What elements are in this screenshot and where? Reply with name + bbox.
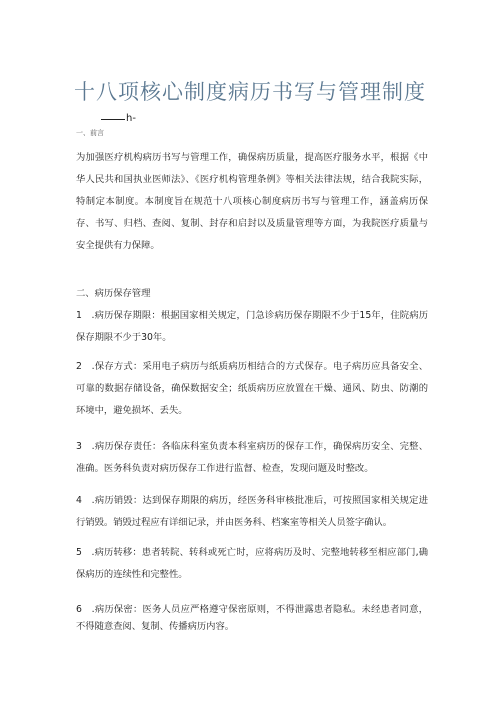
item-retention-period: 1 .病历保存期限：根据国家相关规定，门急诊病历保存期限不少于15年，住院病历保存期限不少于30年。	[76, 310, 428, 343]
preface-label: 一、前言	[76, 129, 104, 137]
item-storage-method: 2 .保存方式：采用电子病历与纸质病历相结合的方式保存。电子病历应具备安全、可靠的数据存储设备，确保数据安全；纸质病历应放置在干燥、通风、防虫、防潮的环境中，避免损坏、丢失。	[76, 361, 428, 416]
item-record-destruction: 4 .病历销毁：达到保存期限的病历，经医务科审核批准后，可按照国家相关规定进行销毁。销毁过程应有详细记录，并由医务科、档案室等相关人员签字确认。	[76, 495, 428, 528]
section-heading-record-storage: 二、病历保存管理	[76, 288, 151, 299]
document-title: 十八项核心制度病历书写与管理制度	[74, 80, 426, 104]
item-storage-responsibility: 3 .病历保存责任：各临床科室负责本科室病历的保存工作，确保病历安全、完整、准确。医务科负责对病历保存工作进行监督、检查，发现问题及时整改。	[76, 441, 428, 474]
item-record-transfer: 5 .病历转移：患者转院、转科或死亡时，应将病历及时、完整地转移至相应部门,确保病历的连续性和完整性。	[76, 547, 428, 580]
underline-rule	[101, 119, 125, 120]
item-record-confidentiality: 6 .病历保密：医务人员应严格遵守保密原则，不得泄露患者隐私。未经患者同意，不得随意查阅、复制、传播病历内容。	[76, 604, 428, 632]
underline-mark	[101, 113, 136, 125]
intro-paragraph: 为加强医疗机构病历书写与管理工作，确保病历质量，提高医疗服务水平，根据《中华人民共和国执业医师法》、《医疗机构管理条例》等相关法律法规，结合我院实际，特制定本制度。本制度旨在规范十八项核心制度病历书写与管理工作，涵盖病历保存、书写、归档、查阅、复制、封存和启封以及质量管理等方面，为我院医疗质量与安全提供有力保障。	[76, 152, 428, 251]
mark-text: h-	[126, 113, 136, 124]
